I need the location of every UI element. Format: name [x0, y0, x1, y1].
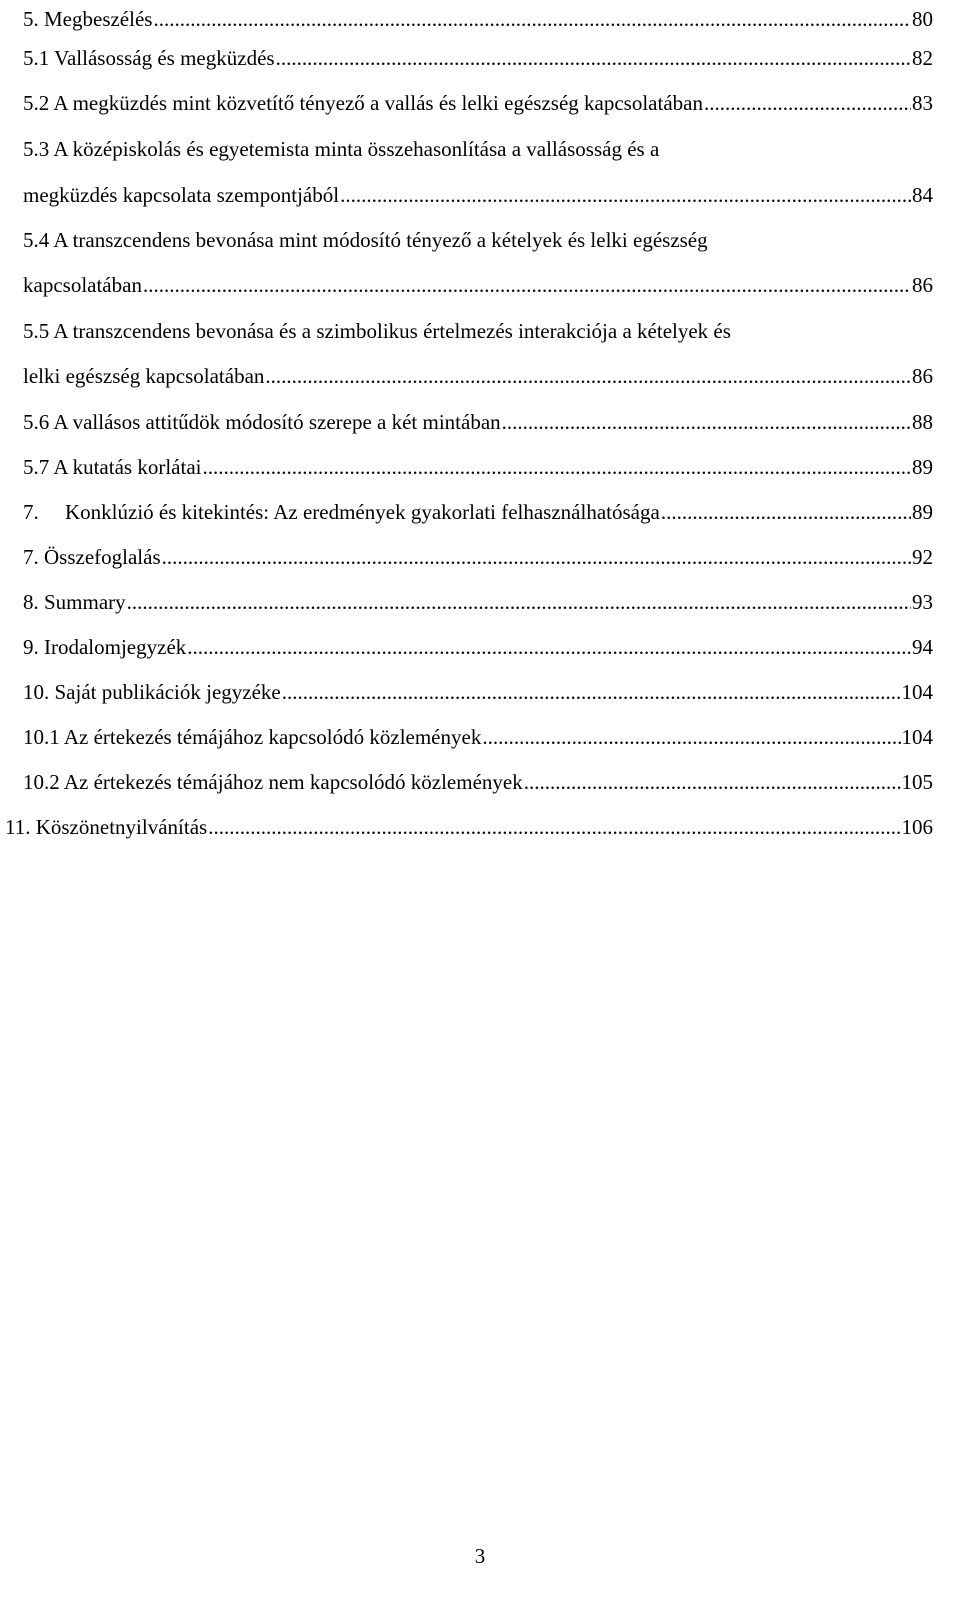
toc-leader-dots [187, 632, 911, 662]
toc-entry-page: 86 [912, 364, 933, 388]
toc-entry[interactable] [5, 812, 933, 842]
toc-entry-title: 5.2 A megküzdés mint közvetítő tényező a vallás és lelki egészség kapcsolatában [23, 91, 703, 115]
toc-leader-dots [661, 497, 911, 527]
toc-entry-title-line1[interactable]: 5.4 A transzcendens bevonása mint módosító tényező a kételyek és lelki egészség [23, 228, 708, 252]
toc-entry[interactable] [23, 767, 933, 797]
toc-entry-page: 89 [912, 500, 933, 524]
toc-entry-number: 7. [23, 500, 39, 524]
toc-entry-title: 8. Summary [23, 590, 126, 614]
toc-entry-page: 89 [912, 455, 933, 479]
toc-entry-title: 9. Irodalomjegyzék [23, 635, 187, 659]
toc-entry[interactable] [23, 43, 933, 73]
toc-entry[interactable] [23, 677, 933, 707]
toc-entry[interactable] [23, 632, 933, 662]
toc-entry-title: 10. Saját publikációk jegyzéke [23, 680, 281, 704]
toc-leader-dots [704, 88, 911, 118]
toc-leader-dots [524, 767, 901, 797]
toc-leader-dots [208, 812, 900, 842]
toc-entry-page: 92 [912, 545, 933, 569]
toc-entry-title: kapcsolatában [23, 273, 142, 297]
toc-entry[interactable] [23, 88, 933, 118]
toc-entry-page: 84 [912, 183, 933, 207]
toc-entry-page: 86 [912, 273, 933, 297]
toc-entry[interactable] [23, 542, 933, 572]
toc-leader-dots [202, 452, 911, 482]
toc-entry-page: 106 [901, 815, 933, 839]
toc-entry[interactable] [23, 180, 933, 210]
toc-entry-page: 104 [901, 680, 933, 704]
toc-leader-dots [340, 180, 911, 210]
toc-entry-title: megküzdés kapcsolata szempontjából [23, 183, 340, 207]
toc-leader-dots [127, 587, 911, 617]
toc-entry-title: 11. Köszönetnyilvánítás [5, 815, 208, 839]
toc-leader-dots [502, 407, 911, 437]
toc-entry[interactable] [23, 452, 933, 482]
toc-entry-page: 93 [912, 590, 933, 614]
toc-entry[interactable] [23, 497, 933, 527]
toc-entry-title: 5.1 Vallásosság és megküzdés [23, 46, 275, 70]
toc-leader-dots [162, 542, 911, 572]
toc-entry-title-line1[interactable]: 5.5 A transzcendens bevonása és a szimbolikus értelmezés interakciója a kételyek és [23, 319, 731, 343]
toc-entry-page: 94 [912, 635, 933, 659]
page-number: 3 [474, 1544, 486, 1568]
toc-entry-title: 5.7 A kutatás korlátai [23, 455, 202, 479]
toc-leader-dots [143, 270, 911, 300]
toc-entry-title: 10.1 Az értekezés témájához kapcsolódó közlemények [23, 725, 482, 749]
toc-entry-page: 82 [912, 46, 933, 70]
toc-leader-dots [265, 361, 911, 391]
toc-entry-title: Konklúzió és kitekintés: Az eredmények gyakorlati felhasználhatósága [65, 500, 660, 524]
toc-entry-page: 104 [901, 725, 933, 749]
toc-entry-title: 7. Összefoglalás [23, 545, 161, 569]
toc-leader-dots [282, 677, 901, 707]
toc-entry-title: 10.2 Az értekezés témájához nem kapcsolódó közlemények [23, 770, 523, 794]
toc-leader-dots [482, 722, 900, 752]
toc-entry-title: 5.6 A vallásos attitűdök módosító szerepe a két mintában [23, 410, 501, 434]
toc-entry-title: 5. Megbeszélés [23, 7, 153, 31]
toc-entry[interactable] [23, 361, 933, 391]
toc-entry[interactable] [23, 407, 933, 437]
toc-entry-title-line1[interactable]: 5.3 A középiskolás és egyetemista minta összehasonlítása a vallásosság és a [23, 137, 660, 161]
toc-entry-page: 83 [912, 91, 933, 115]
toc-entry[interactable] [23, 270, 933, 300]
toc-leader-dots [276, 43, 911, 73]
toc-entry[interactable] [23, 4, 933, 34]
toc-entry-title: lelki egészség kapcsolatában [23, 364, 265, 388]
toc-entry-page: 88 [912, 410, 933, 434]
toc-entry-page: 105 [901, 770, 933, 794]
toc-entry[interactable] [23, 722, 933, 752]
toc-entry-page: 80 [912, 7, 933, 31]
toc-entry[interactable] [23, 587, 933, 617]
toc-leader-dots [153, 4, 911, 34]
